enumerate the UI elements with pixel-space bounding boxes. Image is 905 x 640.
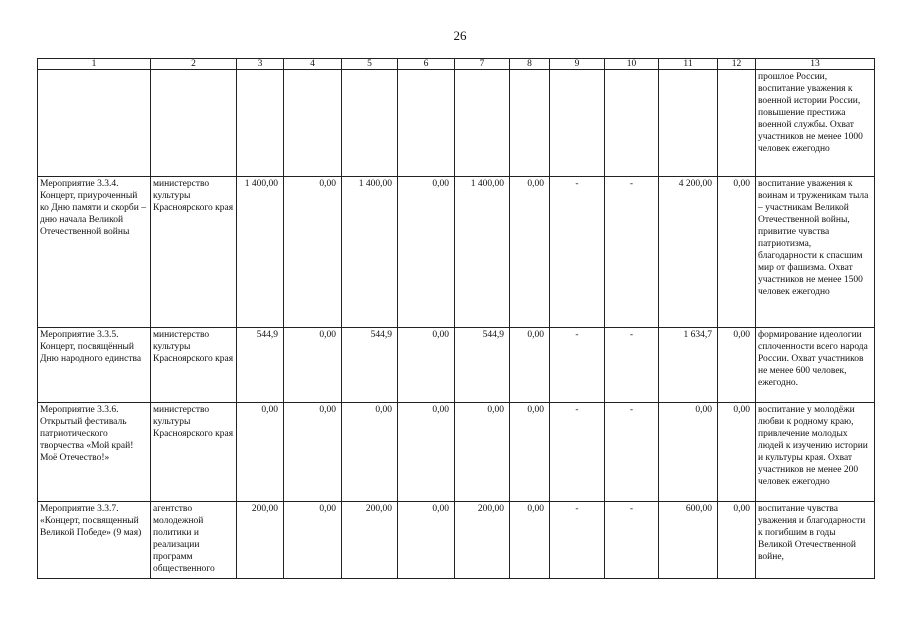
result-cell: прошлое России, воспитание уважения к военной истории России, повышение престижа военной службы. Охват участников не менее 1000 человек ежегодно	[756, 70, 875, 177]
column-number: 12	[718, 59, 756, 70]
value-cell: 4 200,00	[659, 177, 718, 328]
column-number: 9	[550, 59, 605, 70]
column-number: 5	[342, 59, 398, 70]
value-cell: 0,00	[398, 328, 455, 403]
value-cell	[605, 70, 659, 177]
executor-cell: министерство культуры Красноярского края	[151, 403, 237, 502]
value-cell: 0,00	[718, 502, 756, 579]
value-cell: 0,00	[284, 403, 342, 502]
value-cell	[659, 70, 718, 177]
value-cell: 0,00	[510, 328, 550, 403]
result-cell: воспитание чувства уважения и благодарности к погибшим в годы Великой Отечественной войне,	[756, 502, 875, 579]
executor-cell: министерство культуры Красноярского края	[151, 177, 237, 328]
page-number: 26	[453, 28, 467, 43]
table-row	[38, 177, 875, 328]
value-cell: 1 400,00	[342, 177, 398, 328]
value-cell: 1 400,00	[237, 177, 284, 328]
value-cell	[455, 70, 510, 177]
executor-cell: министерство культуры Красноярского края	[151, 328, 237, 403]
value-cell: -	[605, 328, 659, 403]
table-row	[38, 328, 875, 403]
value-cell: 0,00	[342, 403, 398, 502]
column-number: 8	[510, 59, 550, 70]
value-cell: 544,9	[455, 328, 510, 403]
program-table	[37, 58, 875, 579]
value-cell: 0,00	[398, 177, 455, 328]
value-cell	[398, 70, 455, 177]
column-number: 13	[756, 59, 875, 70]
column-number: 7	[455, 59, 510, 70]
table-row	[38, 70, 875, 177]
value-cell: 200,00	[342, 502, 398, 579]
value-cell: 0,00	[510, 502, 550, 579]
column-number: 1	[38, 59, 151, 70]
value-cell: -	[605, 502, 659, 579]
value-cell: -	[550, 328, 605, 403]
value-cell	[237, 70, 284, 177]
column-number-row	[38, 59, 875, 70]
value-cell: 0,00	[510, 403, 550, 502]
table-row	[38, 502, 875, 579]
value-cell: -	[550, 177, 605, 328]
column-number: 2	[151, 59, 237, 70]
result-cell: формирование идеологии сплоченности всего народа России. Охват участников не менее 600 человек, ежегодно.	[756, 328, 875, 403]
executor-cell	[151, 70, 237, 177]
value-cell: -	[605, 177, 659, 328]
result-cell: воспитание у молодёжи любви к родному краю, привлечение молодых людей к изучению истории и культуры края. Охват участников не менее 200 человек ежегодно	[756, 403, 875, 502]
value-cell: 0,00	[455, 403, 510, 502]
event-name-cell: Мероприятие 3.3.5. Концерт, посвящённый Дню народного единства	[38, 328, 151, 403]
value-cell	[550, 70, 605, 177]
event-name-cell	[38, 70, 151, 177]
table-row	[38, 403, 875, 502]
value-cell: 0,00	[284, 502, 342, 579]
value-cell: 544,9	[342, 328, 398, 403]
value-cell: 600,00	[659, 502, 718, 579]
value-cell: 200,00	[237, 502, 284, 579]
executor-cell: агентство молодежной политики и реализации программ общественного	[151, 502, 237, 579]
column-number: 10	[605, 59, 659, 70]
value-cell: 0,00	[718, 328, 756, 403]
event-name-cell: Мероприятие 3.3.4. Концерт, приуроченный ко Дню памяти и скорби – дню начала Великой Отечественной войны	[38, 177, 151, 328]
column-number: 4	[284, 59, 342, 70]
value-cell: 1 634,7	[659, 328, 718, 403]
value-cell: 0,00	[284, 328, 342, 403]
event-name-cell: Мероприятие 3.3.7. «Концерт, посвященный Великой Победе» (9 мая)	[38, 502, 151, 579]
value-cell	[510, 70, 550, 177]
value-cell	[342, 70, 398, 177]
value-cell: 0,00	[718, 403, 756, 502]
value-cell: -	[550, 403, 605, 502]
result-cell: воспитание уважения к воинам и труженикам тыла – участникам Великой Отечественной войны, привитие чувства патриотизма, благодарности к спасшим мир от фашизма. Охват участников не менее 1500 человек ежегодно	[756, 177, 875, 328]
value-cell: 0,00	[718, 177, 756, 328]
value-cell: 0,00	[398, 502, 455, 579]
value-cell: 0,00	[284, 177, 342, 328]
value-cell: 544,9	[237, 328, 284, 403]
column-number: 11	[659, 59, 718, 70]
value-cell: 0,00	[659, 403, 718, 502]
value-cell: -	[605, 403, 659, 502]
event-name-cell: Мероприятие 3.3.6. Открытый фестиваль патриотического творчества «Мой край! Моё Отечество!»	[38, 403, 151, 502]
value-cell: 200,00	[455, 502, 510, 579]
column-number: 6	[398, 59, 455, 70]
value-cell: 0,00	[398, 403, 455, 502]
value-cell: 0,00	[510, 177, 550, 328]
value-cell	[718, 70, 756, 177]
column-number: 3	[237, 59, 284, 70]
value-cell	[284, 70, 342, 177]
value-cell: 0,00	[237, 403, 284, 502]
value-cell: -	[550, 502, 605, 579]
value-cell: 1 400,00	[455, 177, 510, 328]
